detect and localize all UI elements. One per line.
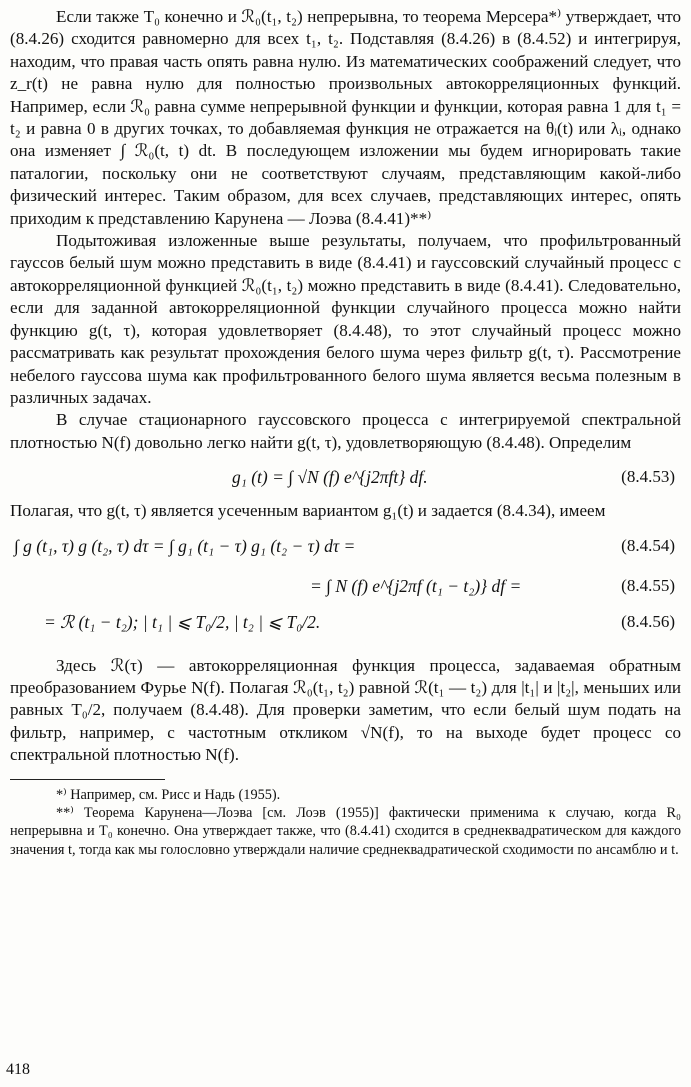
paragraph-truncated: Полагая, что g(t, τ) является усеченным вариантом g₁(t) и задается (8.4.34), имеем [10, 501, 606, 521]
equation-8-4-53 [10, 454, 681, 500]
equation-formula: g₁ (t) = ∫ √N (f) e^{j2πft} df. [232, 467, 428, 488]
page-number: 418 [6, 1061, 30, 1078]
equation-formula: = ℛ (t₁ − t₂); | t₁ | ⩽ T₀/2, | t₂ | ⩽ T₀/2. [44, 611, 321, 632]
footnote-divider [10, 779, 165, 780]
footnote-2: **⁾ Теорема Карунена—Лоэва [см. Лоэв (1955)] фактически применима к случаю, когда R₀ непрерывна и T₀ конечно. Она утверждает также, что (8.4.41) сходится в среднеквадратическом для каждого значения t, тогда как мы голословно утверждали наличие среднеквадратической сходимости по ансамблю и t. [10, 804, 681, 858]
footnote-1: *⁾ Например, см. Рисс и Надь (1955). [56, 786, 281, 803]
equation-formula: ∫ g (t₁, τ) g (t₂, τ) dτ = ∫ g₁ (t₁ − τ) g₁ (t₂ − τ) dτ = [14, 535, 356, 556]
paragraph-autocorrelation: Здесь ℛ(τ) — автокорреляционная функция процесса, задаваемая обратным преобразованием Фурье N(f). Полагая ℛ₀(t₁, t₂) равной ℛ(t₁ — t₂) для |t₁| и |t₂|, меньших или равных T₀/2, получаем (8.4.48). Для проверки заметим, что если белый шум подать на фильтр, например, с частотным откликом √N(f), то на выходе будет процесс со спектральной плотностью N(f). [10, 655, 681, 765]
equation-formula: = ∫ N (f) e^{j2πf (t₁ − t₂)} df = [310, 575, 522, 596]
equation-number: (8.4.55) [621, 575, 675, 595]
paragraph-mercer: Если также T₀ конечно и ℛ₀(t₁, t₂) непрерывна, то теорема Мерсера*⁾ утверждает, что (8.4.26) сходится равномерно для всех t₁, t₂. Подставляя (8.4.26) в (8.4.52) и интегрируя, находим, что правая часть опять равна нулю. Из математических соображений следует, что z_r(t) не равна нулю для полностью произвольных автокорреляционных функций. Например, если ℛ₀ равна сумме непрерывной функции и функции, которая равна 1 для t₁ = t₂ и равна 0 в других точках, то добавляемая функция не отражается на θᵢ(t) или λᵢ, однако она изменяет ∫ ℛ₀(t, t) dt. В последующем изложении мы будем игнорировать такие паталогии, поскольку они не соответствуют случаям, представляющим какой-либо физический интерес. Таким образом, для всех случаев, представляющих интерес, опять приходим к представлению Карунена — Лоэва (8.4.41)**⁾ [10, 7, 681, 228]
equation-8-4-56 [10, 603, 681, 655]
equation-number: (8.4.54) [621, 535, 675, 555]
equation-number: (8.4.56) [621, 611, 675, 631]
paragraph-stationary: В случае стационарного гауссовского процесса с интегрируемой спектральной плотностью N(f) довольно легко найти g(t, τ), удовлетворяющую (8.4.48). Определим [10, 410, 681, 452]
equation-number: (8.4.53) [621, 467, 675, 487]
equation-8-4-54 [10, 527, 681, 567]
equation-8-4-55 [10, 567, 681, 603]
paragraph-summary: Подытоживая изложенные выше результаты, получаем, что профильтрованный гауссов белый шум можно представить в виде (8.4.41) и гауссовский случайный процесс с автокорреляционной функцией ℛ₀(t₁, t₂) можно представить в виде (8.4.41). Следовательно, если для заданной автокорреляционной функции случайного процесса можно найти функцию g(t, τ), которая удовлетворяет (8.4.48), то этот случайный процесс можно рассматривать как результат прохождения белого шума через фильтр g(t, τ). Рассмотрение небелого гауссова шума как профильтрованного белого шума является весьма полезным в различных задачах. [10, 231, 681, 407]
